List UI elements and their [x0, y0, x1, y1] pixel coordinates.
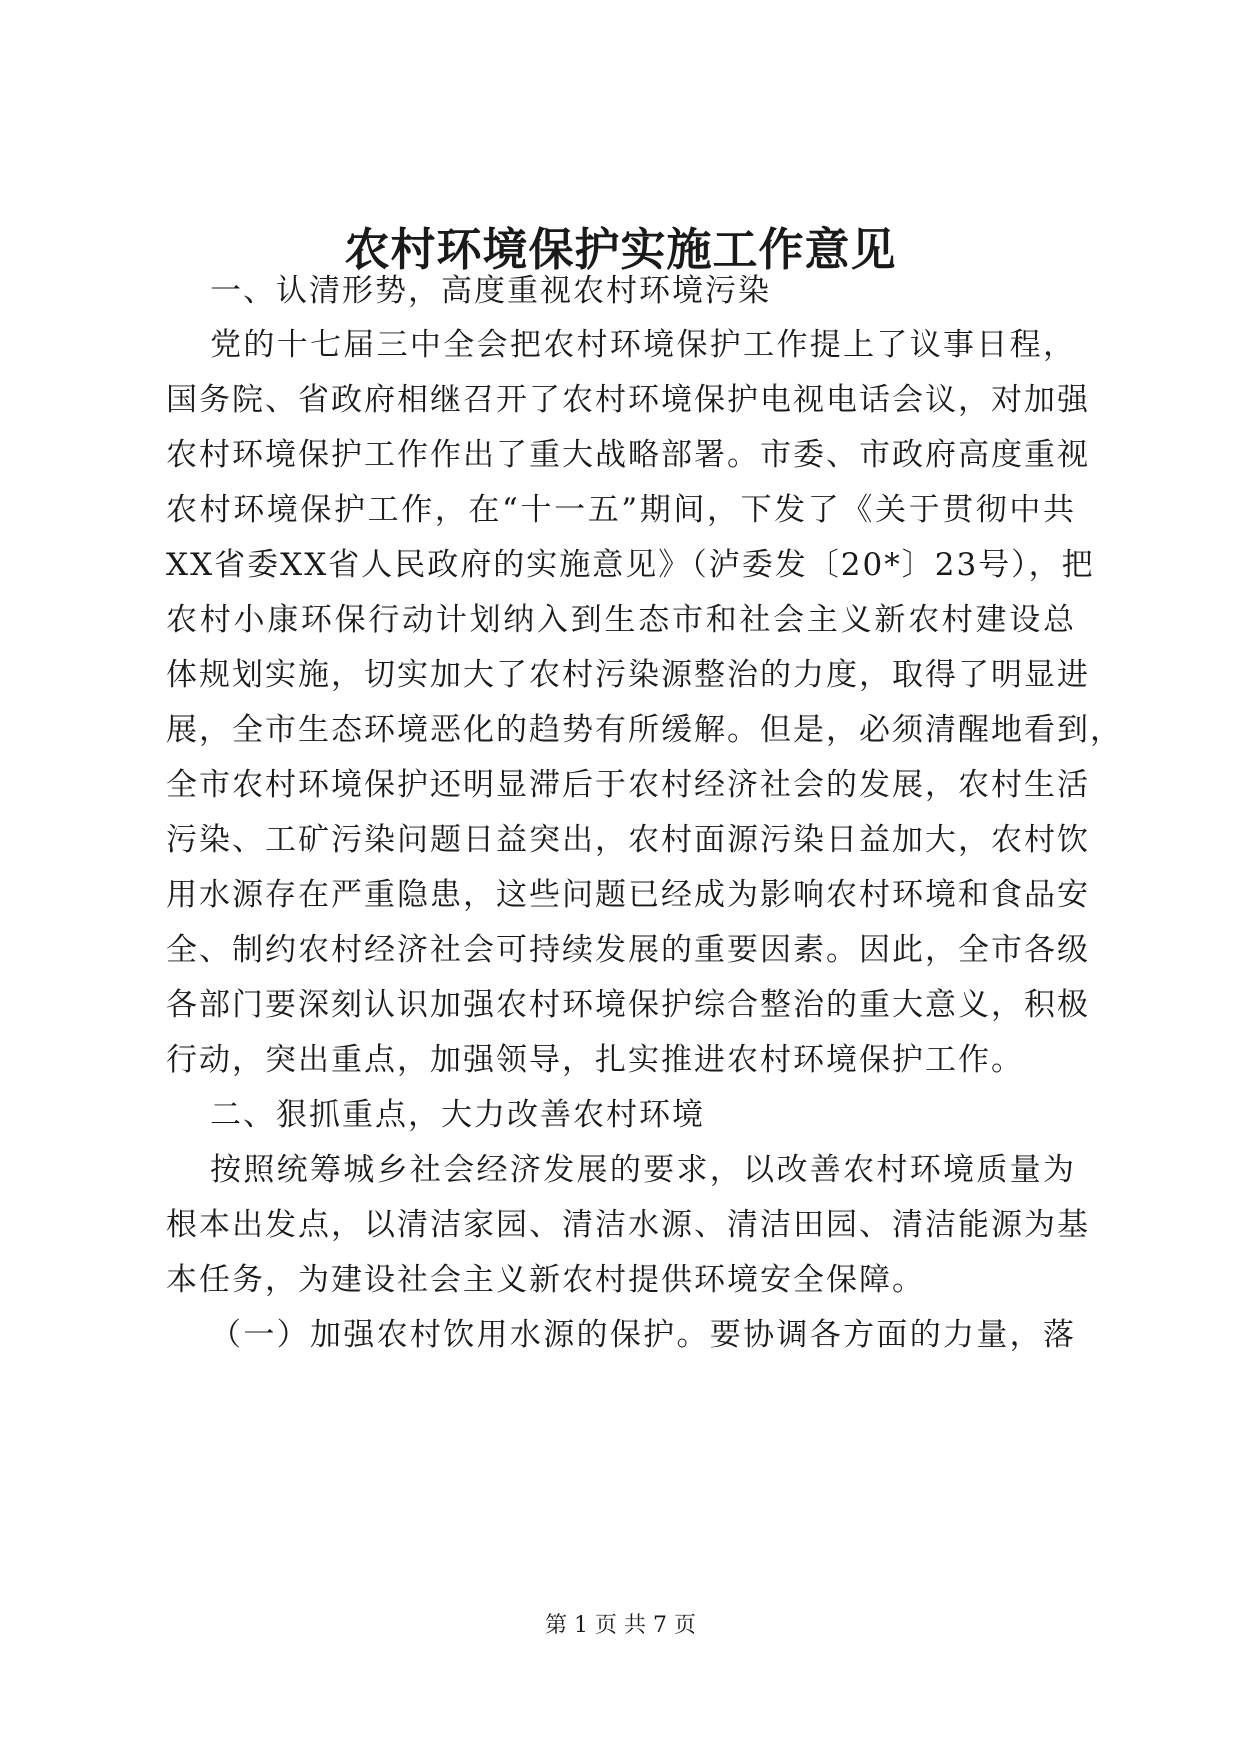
paragraph-line: 本任务，为建设社会主义新农村提供环境安全保障。: [166, 1262, 925, 1298]
paragraph-line: 行动，突出重点，加强领导，扎实推进农村环境保护工作。: [166, 1042, 1024, 1078]
section-heading-2: 二、狠抓重点，大力改善农村环境: [210, 1097, 705, 1133]
paragraph-line: 党的十七届三中全会把农村环境保护工作提上了议事日程，: [210, 327, 1076, 363]
document-title: 农村环境保护实施工作意见: [344, 223, 897, 276]
paragraph-line: 体规划实施，切实加大了农村污染源整治的力度，取得了明显进: [166, 657, 1090, 693]
subsection-line: （一）加强农村饮用水源的保护。要协调各方面的力量，落: [210, 1317, 1076, 1353]
paragraph-line: 用水源存在严重隐患，这些问题已经成为影响农村环境和食品安: [166, 877, 1090, 913]
section-heading-1: 一、认清形势，高度重视农村环境污染: [210, 273, 771, 309]
paragraph-line: 根本出发点，以清洁家园、清洁水源、清洁田园、清洁能源为基: [166, 1207, 1090, 1243]
paragraph-line: 按照统筹城乡社会经济发展的要求，以改善农村环境质量为: [210, 1152, 1076, 1188]
paragraph-line: 全市农村环境保护还明显滞后于农村经济社会的发展，农村生活: [166, 767, 1090, 803]
paragraph-line: 国务院、省政府相继召开了农村环境保护电视电话会议，对加强: [166, 382, 1090, 418]
paragraph-line: 农村环境保护工作作出了重大战略部署。市委、市政府高度重视: [166, 437, 1090, 473]
paragraph-line: 农村环境保护工作，在“十一五”期间，下发了《关于贯彻中共: [166, 492, 1076, 528]
paragraph-line: 各部门要深刻认识加强农村环境保护综合整治的重大意义，积极: [166, 987, 1090, 1023]
paragraph-line: XX省委XX省人民政府的实施意见》（泸委发〔20*〕23号），把: [166, 547, 1095, 583]
page-number-footer: 第 1 页 共 7 页: [545, 1613, 696, 1638]
paragraph-line: 全、制约农村经济社会可持续发展的重要因素。因此，全市各级: [166, 932, 1090, 968]
paragraph-line: 污染、工矿污染问题日益突出，农村面源污染日益加大，农村饮: [166, 822, 1090, 858]
paragraph-line: 农村小康环保行动计划纳入到生态市和社会主义新农村建设总: [166, 602, 1076, 638]
paragraph-line: 展，全市生态环境恶化的趋势有所缓解。但是，必须清醒地看到，: [166, 712, 1123, 748]
